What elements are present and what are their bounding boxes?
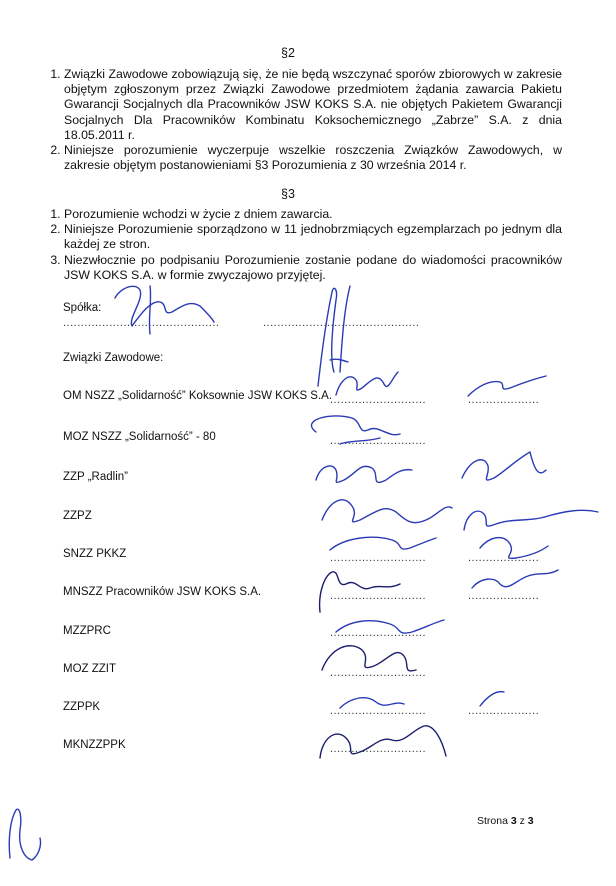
section-2-item-2: 2. Niniejsze porozumienie wyczerpuje wszelkie roszczenia Związków Zawodowych, w zakresie objętym postanowieniami §3 Porozumienia z 30 września 2014 r. xyxy=(64,143,562,173)
union-name: MZZPRC xyxy=(63,625,111,637)
union-name: ZZPPK xyxy=(63,701,101,713)
union-name: MOZ ZZIT xyxy=(63,663,117,675)
page-prefix: Strona xyxy=(477,815,508,827)
signature-scribble xyxy=(472,570,558,588)
signature-line xyxy=(330,668,426,678)
signature-scribble xyxy=(316,466,412,482)
page-total: 3 xyxy=(527,815,534,827)
signature-line xyxy=(468,706,539,716)
signature-scribble xyxy=(311,416,400,435)
signature-line xyxy=(468,553,539,563)
signature-scribble xyxy=(340,286,350,372)
union-name: MNSZZ Pracowników JSW KOKS S.A. xyxy=(63,586,262,598)
signature-line xyxy=(330,395,426,405)
signature-line-company xyxy=(63,318,219,328)
signature-scribble xyxy=(464,510,598,530)
signature-line xyxy=(468,591,539,601)
signature-line xyxy=(330,591,426,601)
signature-scribble xyxy=(9,809,40,860)
signature-scribble xyxy=(330,359,348,362)
union-name: MOZ NSZZ „Solidarność” - 80 xyxy=(63,431,216,443)
company-label: Spółka: xyxy=(63,302,102,314)
page-current: 3 xyxy=(510,815,517,827)
union-name: OM NSZZ „Solidarność” Koksownie JSW KOKS S.A. xyxy=(63,390,333,402)
union-name: SNZZ PKKZ xyxy=(63,548,127,560)
signature-scribble xyxy=(462,452,546,480)
signature-scribble xyxy=(336,372,398,395)
signature-line xyxy=(330,744,426,754)
signature-line xyxy=(330,628,426,638)
signature-scribble xyxy=(330,537,436,550)
section-2-heading: §2 xyxy=(281,46,295,60)
union-name: ZZPZ xyxy=(63,510,92,522)
signature-scribble xyxy=(468,376,546,396)
section-2-list xyxy=(38,67,562,173)
signature-line xyxy=(330,706,426,716)
union-name: MKNZZPPK xyxy=(63,739,126,751)
section-3-item-2: 2. Niniejsze Porozumienie sporządzono w 11 jednobrzmiących egzemplarzach po jednym dla każdej ze stron. xyxy=(64,222,562,252)
page-separator: z xyxy=(519,815,525,827)
page-number xyxy=(477,815,534,827)
section-3-item-3: 3. Niezwłocznie po podpisaniu Porozumienie zostanie podane do wiadomości pracowników JSW KOKS S.A. w formie zwyczajowo przyjętej. xyxy=(64,253,562,283)
signature-scribble xyxy=(480,692,504,706)
signature-line xyxy=(330,553,426,563)
union-name: ZZP „Radlin” xyxy=(63,471,128,483)
unions-label: Związki Zawodowe: xyxy=(63,352,164,364)
signature-line xyxy=(468,395,539,405)
signature-scribble xyxy=(318,288,337,386)
signature-line-company-2 xyxy=(263,318,419,328)
signature-scribble xyxy=(322,500,452,523)
section-3-list xyxy=(38,207,562,283)
section-3-heading: §3 xyxy=(281,187,295,201)
section-3-item-1: 1. Porozumienie wchodzi w życie z dniem zawarcia. xyxy=(64,207,562,222)
signature-line xyxy=(330,436,426,446)
section-2-item-1: 1. Związki Zawodowe zobowiązują się, że nie będą wszczynać sporów zbiorowych w zakresie objętym zgłoszonym przez Związki Zawodowe przedmiotem żądania zawarcia Pakietu Gwarancji Socjalnych dla Pracowników JSW KOKS S.A. nie objętych Pakietem Gwarancji Socjalnych Dla Pracowników Kombinatu Koksochemicznego „Zabrze” S.A. z dnia 18.05.2011 r. xyxy=(64,67,562,143)
